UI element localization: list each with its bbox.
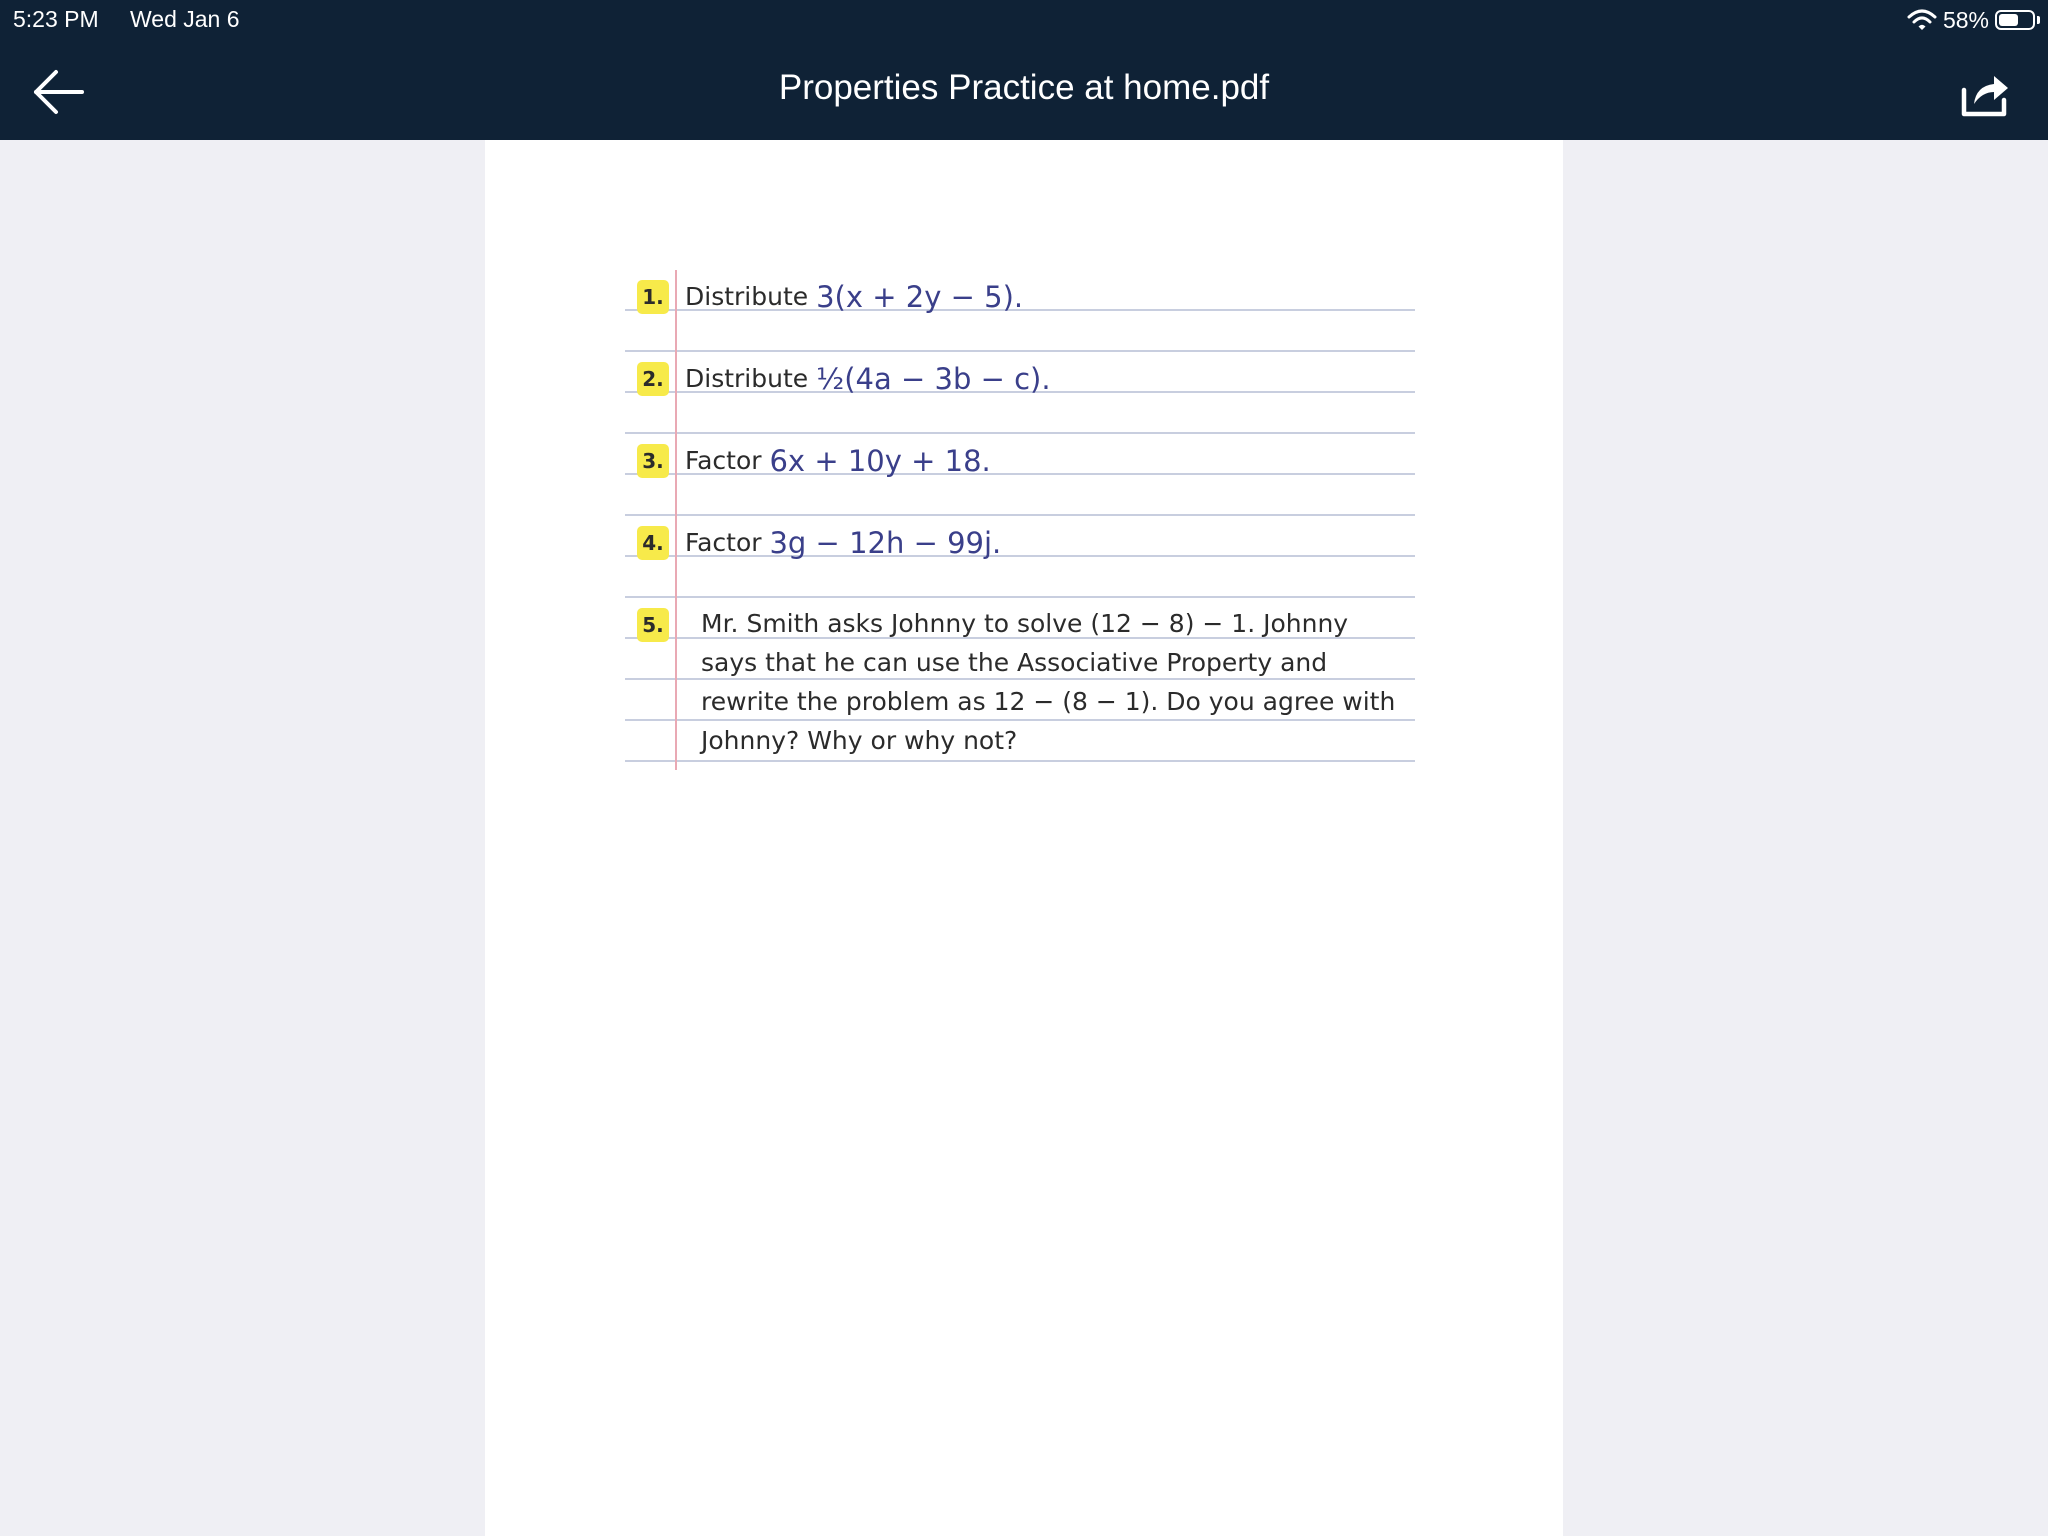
problem-expression: 6x + 10y + 18. xyxy=(769,444,991,478)
problem-expression: 3(x + 2y − 5). xyxy=(816,280,1024,314)
top-bar xyxy=(0,0,2048,140)
wifi-icon xyxy=(1907,8,1937,32)
problem-expression: ½(4a − 3b − c). xyxy=(816,362,1051,396)
battery-level xyxy=(1999,14,2018,26)
pdf-page xyxy=(485,140,1563,1536)
battery-percent: 58% xyxy=(1942,6,1989,33)
problem-verb: Factor xyxy=(685,446,762,475)
problem-1 xyxy=(637,276,1405,317)
share-icon xyxy=(1956,66,2012,122)
problem-verb: Distribute xyxy=(685,364,809,393)
status-date: Wed Jan 6 xyxy=(130,6,240,32)
document-title: Properties Practice at home.pdf xyxy=(778,68,1270,107)
battery-icon xyxy=(1995,10,2035,30)
status-indicators xyxy=(1907,6,2040,34)
problem-text: Mr. Smith asks Johnny to solve (12 − 8) − 1. Johnny says that he can use the Associative Property and rewrite the problem as 12 − (8 − 1). Do you agree with Johnny? Why or why not? xyxy=(701,609,1396,755)
problem-2 xyxy=(637,358,1405,399)
problem-number: 2. xyxy=(637,362,669,396)
share-button[interactable] xyxy=(1956,66,2012,122)
problem-expression: 3g − 12h − 99j. xyxy=(769,526,1002,560)
status-time: 5:23 PM xyxy=(13,6,99,32)
pdf-viewer[interactable] xyxy=(0,140,2048,1536)
problem-verb: Distribute xyxy=(685,282,809,311)
problem-number: 1. xyxy=(637,280,669,314)
problem-number: 4. xyxy=(637,526,669,560)
problem-5 xyxy=(637,604,1405,764)
problem-number: 3. xyxy=(637,444,669,478)
worksheet-image xyxy=(625,270,1415,770)
problem-number: 5. xyxy=(637,608,669,642)
battery-nub xyxy=(2037,16,2040,24)
problem-verb: Factor xyxy=(685,528,762,557)
status-bar xyxy=(0,0,2048,40)
problem-4 xyxy=(637,522,1405,563)
nav-bar xyxy=(0,40,2048,140)
problem-3 xyxy=(637,440,1405,481)
